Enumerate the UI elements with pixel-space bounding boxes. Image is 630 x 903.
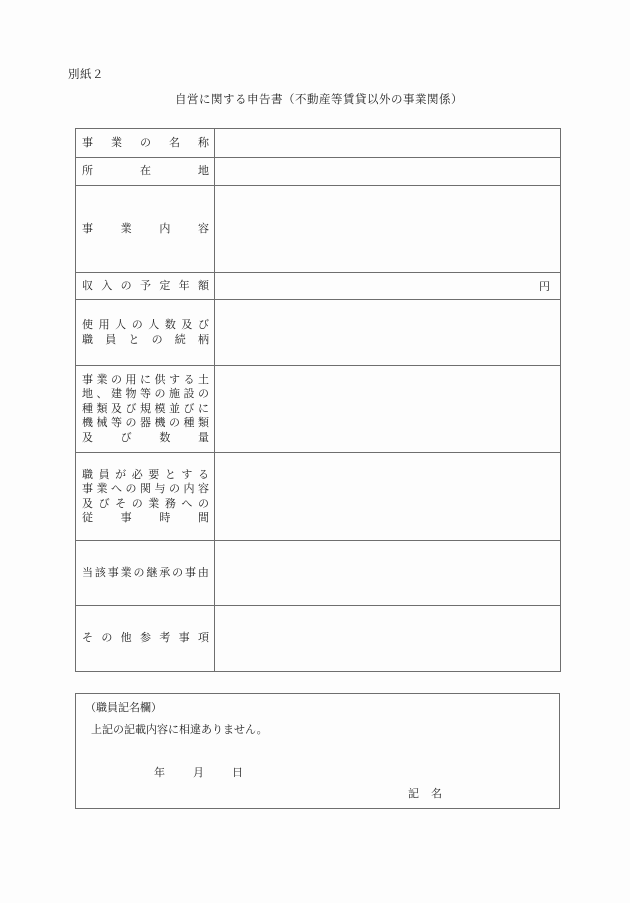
signer-label-char-1: 記 xyxy=(408,787,419,800)
label-char: 柄 xyxy=(197,332,209,346)
field-label-line xyxy=(82,136,209,151)
label-char: 及 xyxy=(181,318,193,331)
label-char: 職 xyxy=(82,332,93,346)
label-char: 事 xyxy=(120,511,132,524)
confirmation-statement: 上記の記載内容に相違ありません。 xyxy=(91,723,268,736)
date-month-label: 月 xyxy=(193,766,204,779)
label-char: 内 xyxy=(183,482,195,495)
label-char: 年 xyxy=(178,278,190,292)
field-label-line xyxy=(82,402,209,417)
label-char: の xyxy=(154,387,166,401)
label-char: の xyxy=(197,496,209,510)
label-char: 施 xyxy=(169,387,180,401)
label-char: 類 xyxy=(198,416,209,430)
label-char: 土 xyxy=(198,372,209,386)
form-row-expected-annual-income xyxy=(76,273,561,300)
label-char: 在 xyxy=(140,164,151,178)
label-char: 及 xyxy=(82,430,93,444)
label-char: 関 xyxy=(140,482,151,495)
label-char: が xyxy=(115,467,127,481)
label-char: 必 xyxy=(131,467,143,481)
label-char: と xyxy=(128,332,140,346)
label-char: 器 xyxy=(140,416,151,430)
label-char: 継 xyxy=(146,565,158,579)
field-label-staff-involvement-and-hours xyxy=(76,453,215,541)
field-label-other-notes xyxy=(76,606,215,672)
label-char: 規 xyxy=(140,401,151,415)
document-title: 自営に関する申告書（不動産等賃貸以外の事業関係） xyxy=(175,92,463,106)
label-char: 事 xyxy=(185,565,196,579)
label-char: る xyxy=(183,372,195,386)
field-label-expected-annual-income xyxy=(76,273,215,300)
label-char: 地 xyxy=(198,164,209,178)
label-char: の xyxy=(169,482,180,495)
label-char: 数 xyxy=(164,318,176,331)
field-label-line xyxy=(82,416,209,431)
label-char: 、 xyxy=(96,387,108,401)
label-char: に xyxy=(198,401,209,415)
label-char: 予 xyxy=(139,278,151,292)
label-char: 事 xyxy=(178,631,190,645)
field-label-employees-and-relationship xyxy=(76,300,215,366)
label-char: の xyxy=(111,372,122,386)
field-value-business-content[interactable] xyxy=(215,186,561,273)
label-char: の xyxy=(140,135,151,149)
label-char: 時 xyxy=(159,511,171,524)
label-char: へ xyxy=(111,482,122,495)
label-char: 種 xyxy=(82,401,93,415)
form-row-business-name xyxy=(76,129,561,158)
label-char: 物 xyxy=(125,387,137,401)
signature-box-heading: （職員記名欄） xyxy=(85,701,162,714)
label-char: 人 xyxy=(148,318,160,331)
field-label-line xyxy=(82,333,209,348)
field-label-line xyxy=(82,631,209,646)
form-row-business-content xyxy=(76,186,561,273)
label-char: 参 xyxy=(139,631,151,645)
label-char: 等 xyxy=(111,416,122,430)
field-value-employees-and-relationship[interactable] xyxy=(215,300,561,366)
label-char: 当 xyxy=(82,565,93,579)
signer-label-char-2: 名 xyxy=(431,787,442,800)
label-char: 事 xyxy=(82,221,93,235)
label-char: 従 xyxy=(82,511,93,524)
label-char: 業 xyxy=(120,565,132,579)
label-char: そ xyxy=(82,631,93,645)
label-char: 設 xyxy=(183,387,195,401)
label-char: 模 xyxy=(154,401,166,415)
field-label-line xyxy=(82,482,209,497)
date-day-label: 日 xyxy=(232,766,243,779)
label-char: す xyxy=(169,372,180,386)
label-char: 容 xyxy=(198,482,209,495)
label-char: 承 xyxy=(159,565,171,579)
label-char: 項 xyxy=(197,631,209,645)
field-value-staff-involvement-and-hours[interactable] xyxy=(215,453,561,541)
label-char: 械 xyxy=(96,416,108,430)
label-char: 由 xyxy=(197,565,209,579)
label-char: そ xyxy=(115,496,127,510)
label-char: る xyxy=(197,467,209,481)
label-char: 数 xyxy=(159,430,171,444)
label-char: 及 xyxy=(82,496,93,510)
label-char: 入 xyxy=(101,278,113,292)
label-char: 員 xyxy=(105,332,117,346)
form-row-succession-reason xyxy=(76,541,561,606)
field-label-line xyxy=(82,279,209,294)
label-char: 事 xyxy=(82,372,93,386)
field-label-line xyxy=(82,468,209,483)
label-char: 名 xyxy=(169,135,180,149)
label-char: び xyxy=(183,401,195,415)
field-label-line xyxy=(82,222,209,237)
label-char: の xyxy=(131,318,143,331)
field-label-location xyxy=(76,158,215,186)
date-year-label: 年 xyxy=(154,766,165,779)
label-char: 職 xyxy=(82,467,93,481)
label-char: の xyxy=(133,565,145,579)
label-char: 要 xyxy=(148,467,160,481)
label-char: 類 xyxy=(96,401,108,415)
form-row-other-notes xyxy=(76,606,561,672)
label-char: 続 xyxy=(174,332,186,346)
label-char: 員 xyxy=(98,467,110,481)
label-char: 機 xyxy=(82,416,93,430)
label-char: び xyxy=(120,430,132,444)
label-char: の xyxy=(151,332,163,346)
label-char: び xyxy=(197,318,209,331)
label-char: の xyxy=(131,496,143,510)
label-char: 業 xyxy=(96,482,108,495)
label-char: の xyxy=(101,631,113,645)
label-char: へ xyxy=(181,496,193,510)
label-char: の xyxy=(169,416,180,430)
field-label-land-buildings-equipment xyxy=(76,366,215,453)
field-label-line xyxy=(82,566,209,581)
label-char: 称 xyxy=(198,135,209,149)
label-char: 容 xyxy=(197,221,209,235)
field-label-business-content xyxy=(76,186,215,273)
form-row-employees-and-relationship xyxy=(76,300,561,366)
label-char: の xyxy=(125,482,137,495)
label-char: 人 xyxy=(115,318,127,331)
label-char: 業 xyxy=(148,496,160,510)
form-row-location xyxy=(76,158,561,186)
label-char: の xyxy=(120,278,132,292)
label-char: 供 xyxy=(154,372,166,386)
label-char: び xyxy=(98,496,110,510)
declaration-form-table xyxy=(75,128,561,672)
label-char: 務 xyxy=(164,496,176,510)
field-label-line xyxy=(82,164,209,179)
label-char: 該 xyxy=(94,565,106,579)
field-value-land-buildings-equipment[interactable] xyxy=(215,366,561,453)
form-row-staff-involvement-and-hours xyxy=(76,453,561,541)
field-label-business-name xyxy=(76,129,215,158)
label-char: 建 xyxy=(111,387,122,401)
label-char: の xyxy=(125,416,137,430)
label-char: 定 xyxy=(159,278,171,292)
label-char: と xyxy=(164,467,176,481)
field-value-succession-reason[interactable] xyxy=(215,541,561,606)
label-char: 用 xyxy=(125,372,137,386)
field-label-line xyxy=(82,373,209,388)
field-label-line xyxy=(82,497,209,512)
field-label-line xyxy=(82,431,209,446)
label-char: 間 xyxy=(197,511,209,524)
label-char: び xyxy=(125,401,137,415)
label-char: 事 xyxy=(82,135,93,149)
field-label-line xyxy=(82,511,209,526)
signer-name-field[interactable] xyxy=(408,785,442,801)
label-char: 地 xyxy=(82,387,93,401)
label-char: 及 xyxy=(111,401,122,415)
form-row-land-buildings-equipment xyxy=(76,366,561,453)
label-char: 収 xyxy=(82,278,93,292)
annex-label: 別紙２ xyxy=(68,67,104,81)
field-value-expected-annual-income[interactable] xyxy=(215,273,561,300)
field-value-other-notes[interactable] xyxy=(215,606,561,672)
label-char: 等 xyxy=(140,387,151,401)
label-char: 業 xyxy=(96,372,108,386)
label-char: 用 xyxy=(98,318,110,331)
field-value-business-name[interactable] xyxy=(215,129,561,158)
label-char: 与 xyxy=(154,482,166,495)
label-char: 業 xyxy=(111,135,122,149)
label-char: 考 xyxy=(159,631,171,645)
label-char: に xyxy=(140,372,151,386)
currency-unit-yen: 円 xyxy=(539,280,550,293)
field-label-line xyxy=(82,318,209,333)
staff-signature-box xyxy=(75,693,560,809)
date-field[interactable] xyxy=(154,764,243,780)
label-char: の xyxy=(198,387,209,401)
label-char: の xyxy=(172,565,184,579)
label-char: 事 xyxy=(107,565,119,579)
label-char: 所 xyxy=(82,164,93,178)
label-char: 機 xyxy=(154,416,166,430)
label-char: 内 xyxy=(159,221,171,235)
label-char: す xyxy=(181,467,193,481)
label-char: 並 xyxy=(169,401,180,415)
label-char: 額 xyxy=(197,278,209,292)
label-char: 量 xyxy=(197,430,209,444)
label-char: 業 xyxy=(120,221,132,235)
field-value-location[interactable] xyxy=(215,158,561,186)
label-char: 他 xyxy=(120,631,132,645)
label-char: 事 xyxy=(82,482,93,495)
field-label-succession-reason xyxy=(76,541,215,606)
field-label-line xyxy=(82,387,209,402)
label-char: 使 xyxy=(82,318,93,331)
label-char: 種 xyxy=(183,416,195,430)
